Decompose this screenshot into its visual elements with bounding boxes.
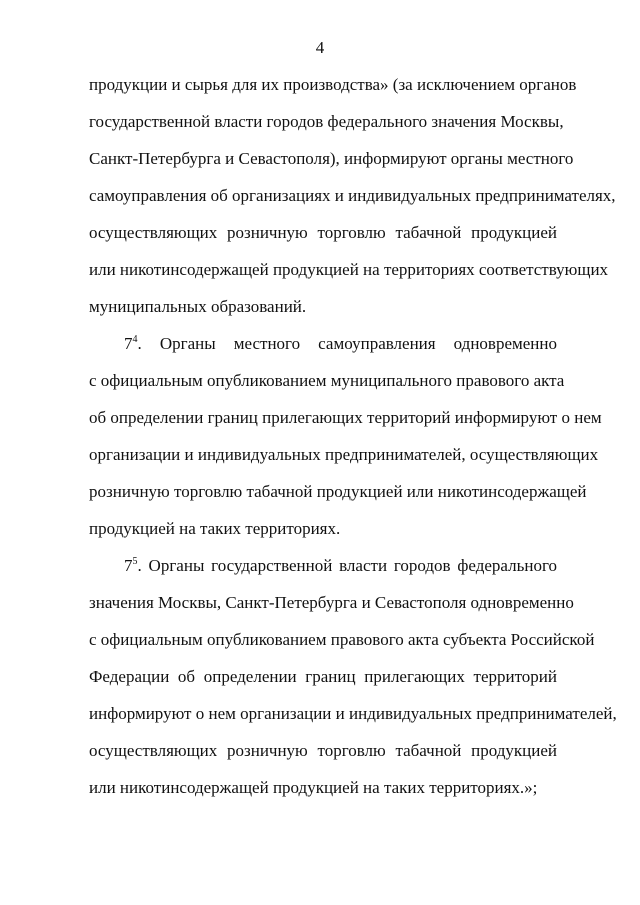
- text-line: муниципальных образований.: [89, 297, 307, 316]
- paragraph-number: 7: [124, 334, 133, 353]
- text-line: значения Москвы, Санкт-Петербурга и Севастополя одновременно: [89, 593, 574, 612]
- text-line: самоуправления об организациях и индивидуальных предпринимателях,: [89, 186, 616, 205]
- text-line: Федерации об определении границ прилегающих территорий: [89, 667, 557, 686]
- text-line: осуществляющих розничную торговлю табачной продукцией: [89, 223, 557, 242]
- text-line: продукцией на таких территориях.: [89, 519, 341, 538]
- paragraph-first-line-text: . Органы местного самоуправления одновременно: [137, 334, 557, 353]
- paragraph-number: 7: [124, 556, 133, 575]
- text-line: продукции и сырья для их производства» (за исключением органов: [89, 75, 577, 94]
- text-line: с официальным опубликованием правового акта субъекта Российской: [89, 630, 595, 649]
- paragraph-first-line: [124, 334, 557, 354]
- paragraph-number-superscript: 4: [132, 334, 138, 345]
- text-line: информируют о нем организации и индивидуальных предпринимателей,: [89, 704, 617, 723]
- text-line: осуществляющих розничную торговлю табачной продукцией: [89, 741, 557, 760]
- text-line: организации и индивидуальных предпринимателей, осуществляющих: [89, 445, 599, 464]
- page-number: 4: [315, 38, 325, 57]
- paragraph-first-line: [124, 556, 557, 576]
- paragraph-first-line-text: . Органы государственной власти городов федерального: [137, 556, 557, 575]
- text-line: с официальным опубликованием муниципального правового акта: [89, 371, 565, 390]
- text-line: или никотинсодержащей продукцией на территориях соответствующих: [89, 260, 609, 279]
- paragraph-number-superscript: 5: [132, 556, 138, 567]
- text-line: или никотинсодержащей продукцией на таких территориях.»;: [89, 778, 538, 797]
- text-line: Санкт-Петербурга и Севастополя), информируют органы местного: [89, 149, 574, 168]
- text-line: розничную торговлю табачной продукцией или никотинсодержащей: [89, 482, 587, 501]
- text-line: государственной власти городов федерального значения Москвы,: [89, 112, 564, 131]
- text-line: об определении границ прилегающих территорий информируют о нем: [89, 408, 602, 427]
